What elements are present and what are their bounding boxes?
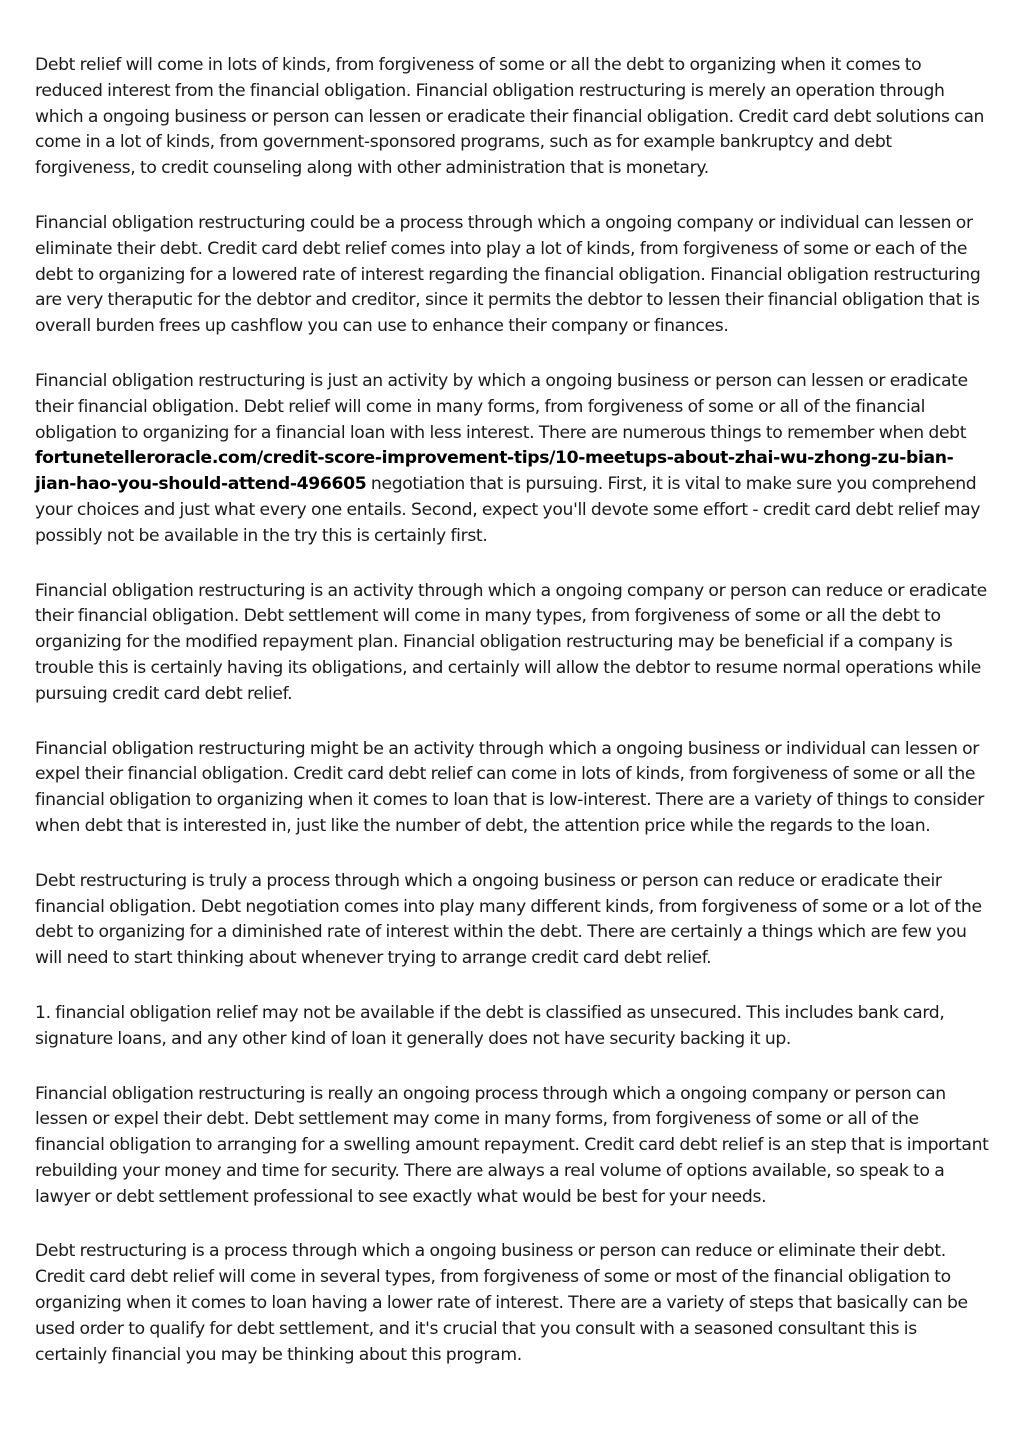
paragraph-3-before-link: Financial obligation restructuring is just an activity by which a ongoing business or person can lessen or eradicate their financial obligation. Debt relief will come in many forms, from forgiveness of some or all of the financial obligation to organizing for a financial loan with less interest. There are numerous things to remember when debt — [35, 370, 968, 443]
paragraph-7: 1. financial obligation relief may not be available if the debt is classified as unsecured. This includes bank card, signature loans, and any other kind of loan it generally does not have security backing it up. — [35, 1002, 945, 1049]
article-body — [35, 53, 990, 1397]
article-link[interactable]: fortunetelleroracle.com/credit-score-improvement-tips/10-meetups-about-zhai-wu-zhong-zu-bian-jian-hao-you-should-attend-496605 — [35, 448, 954, 495]
paragraph-3 — [35, 369, 990, 550]
paragraph-8: Financial obligation restructuring is really an ongoing process through which a ongoing company or person can lessen or expel their debt. Debt settlement may come in many forms, from forgiveness of some or all of the financial obligation to arranging for a swelling amount repayment. Credit card debt relief is an step that is important rebuilding your money and time for security. There are always a real volume of options available, so speak to a lawyer or debt settlement professional to see exactly what would be best for your needs. — [35, 1083, 989, 1207]
paragraph-1: Debt relief will come in lots of kinds, from forgiveness of some or all the debt to organizing when it comes to reduced interest from the financial obligation. Financial obligation restructuring is merely an operation through which a ongoing business or person can lessen or eradicate their financial obligation. Credit card debt solutions can come in a lot of kinds, from government-sponsored programs, such as for example bankruptcy and debt forgiveness, to credit counseling along with other administration that is monetary. — [35, 55, 985, 179]
paragraph-9: Debt restructuring is a process through which a ongoing business or person can reduce or eliminate their debt. Credit card debt relief will come in several types, from forgiveness of some or most of the financial obligation to organizing when it comes to loan having a lower rate of interest. There are a variety of steps that basically can be used order to qualify for debt settlement, and it's crucial that you consult with a seasoned consultant this is certainly financial you may be thinking about this program. — [35, 1241, 968, 1365]
paragraph-5: Financial obligation restructuring might be an activity through which a ongoing business or individual can lessen or expel their financial obligation. Credit card debt relief can come in lots of kinds, from forgiveness of some or all the financial obligation to organizing when it comes to loan that is low-interest. There are a variety of things to consider when debt that is interested in, just like the number of debt, the attention price while the regards to the loan. — [35, 738, 985, 836]
paragraph-6: Debt restructuring is truly a process through which a ongoing business or person can reduce or eradicate their financial obligation. Debt negotiation comes into play many different kinds, from forgiveness of some or a lot of the debt to organizing for a diminished rate of interest within the debt. There are certainly a things which are few you will need to start thinking about whenever trying to arrange credit card debt relief. — [35, 870, 982, 969]
paragraph-2: Financial obligation restructuring could be a process through which a ongoing company or individual can lessen or eliminate their debt. Credit card debt relief comes into play a lot of kinds, from forgiveness of some or each of the debt to organizing for a lowered rate of interest regarding the financial obligation. Financial obligation restructuring are very theraputic for the debtor and creditor, since it permits the debtor to lessen their financial obligation that is overall burden frees up cashflow you can use to enhance their company or finances. — [35, 212, 981, 337]
paragraph-4: Financial obligation restructuring is an activity through which a ongoing company or person can reduce or eradicate their financial obligation. Debt settlement will come in many types, from forgiveness of some or all the debt to organizing for the modified repayment plan. Financial obligation restructuring may be beneficial if a company is trouble this is certainly having its obligations, and certainly will allow the debtor to resume normal operations while pursuing credit card debt relief. — [35, 580, 987, 704]
paragraph-3-after-link: negotiation that is pursuing. First, it is vital to make sure you comprehend your choices and just what every one entails. Second, expect you'll devote some effort - credit card debt relief may possibly not be available in the try this is certainly first. — [35, 474, 981, 546]
